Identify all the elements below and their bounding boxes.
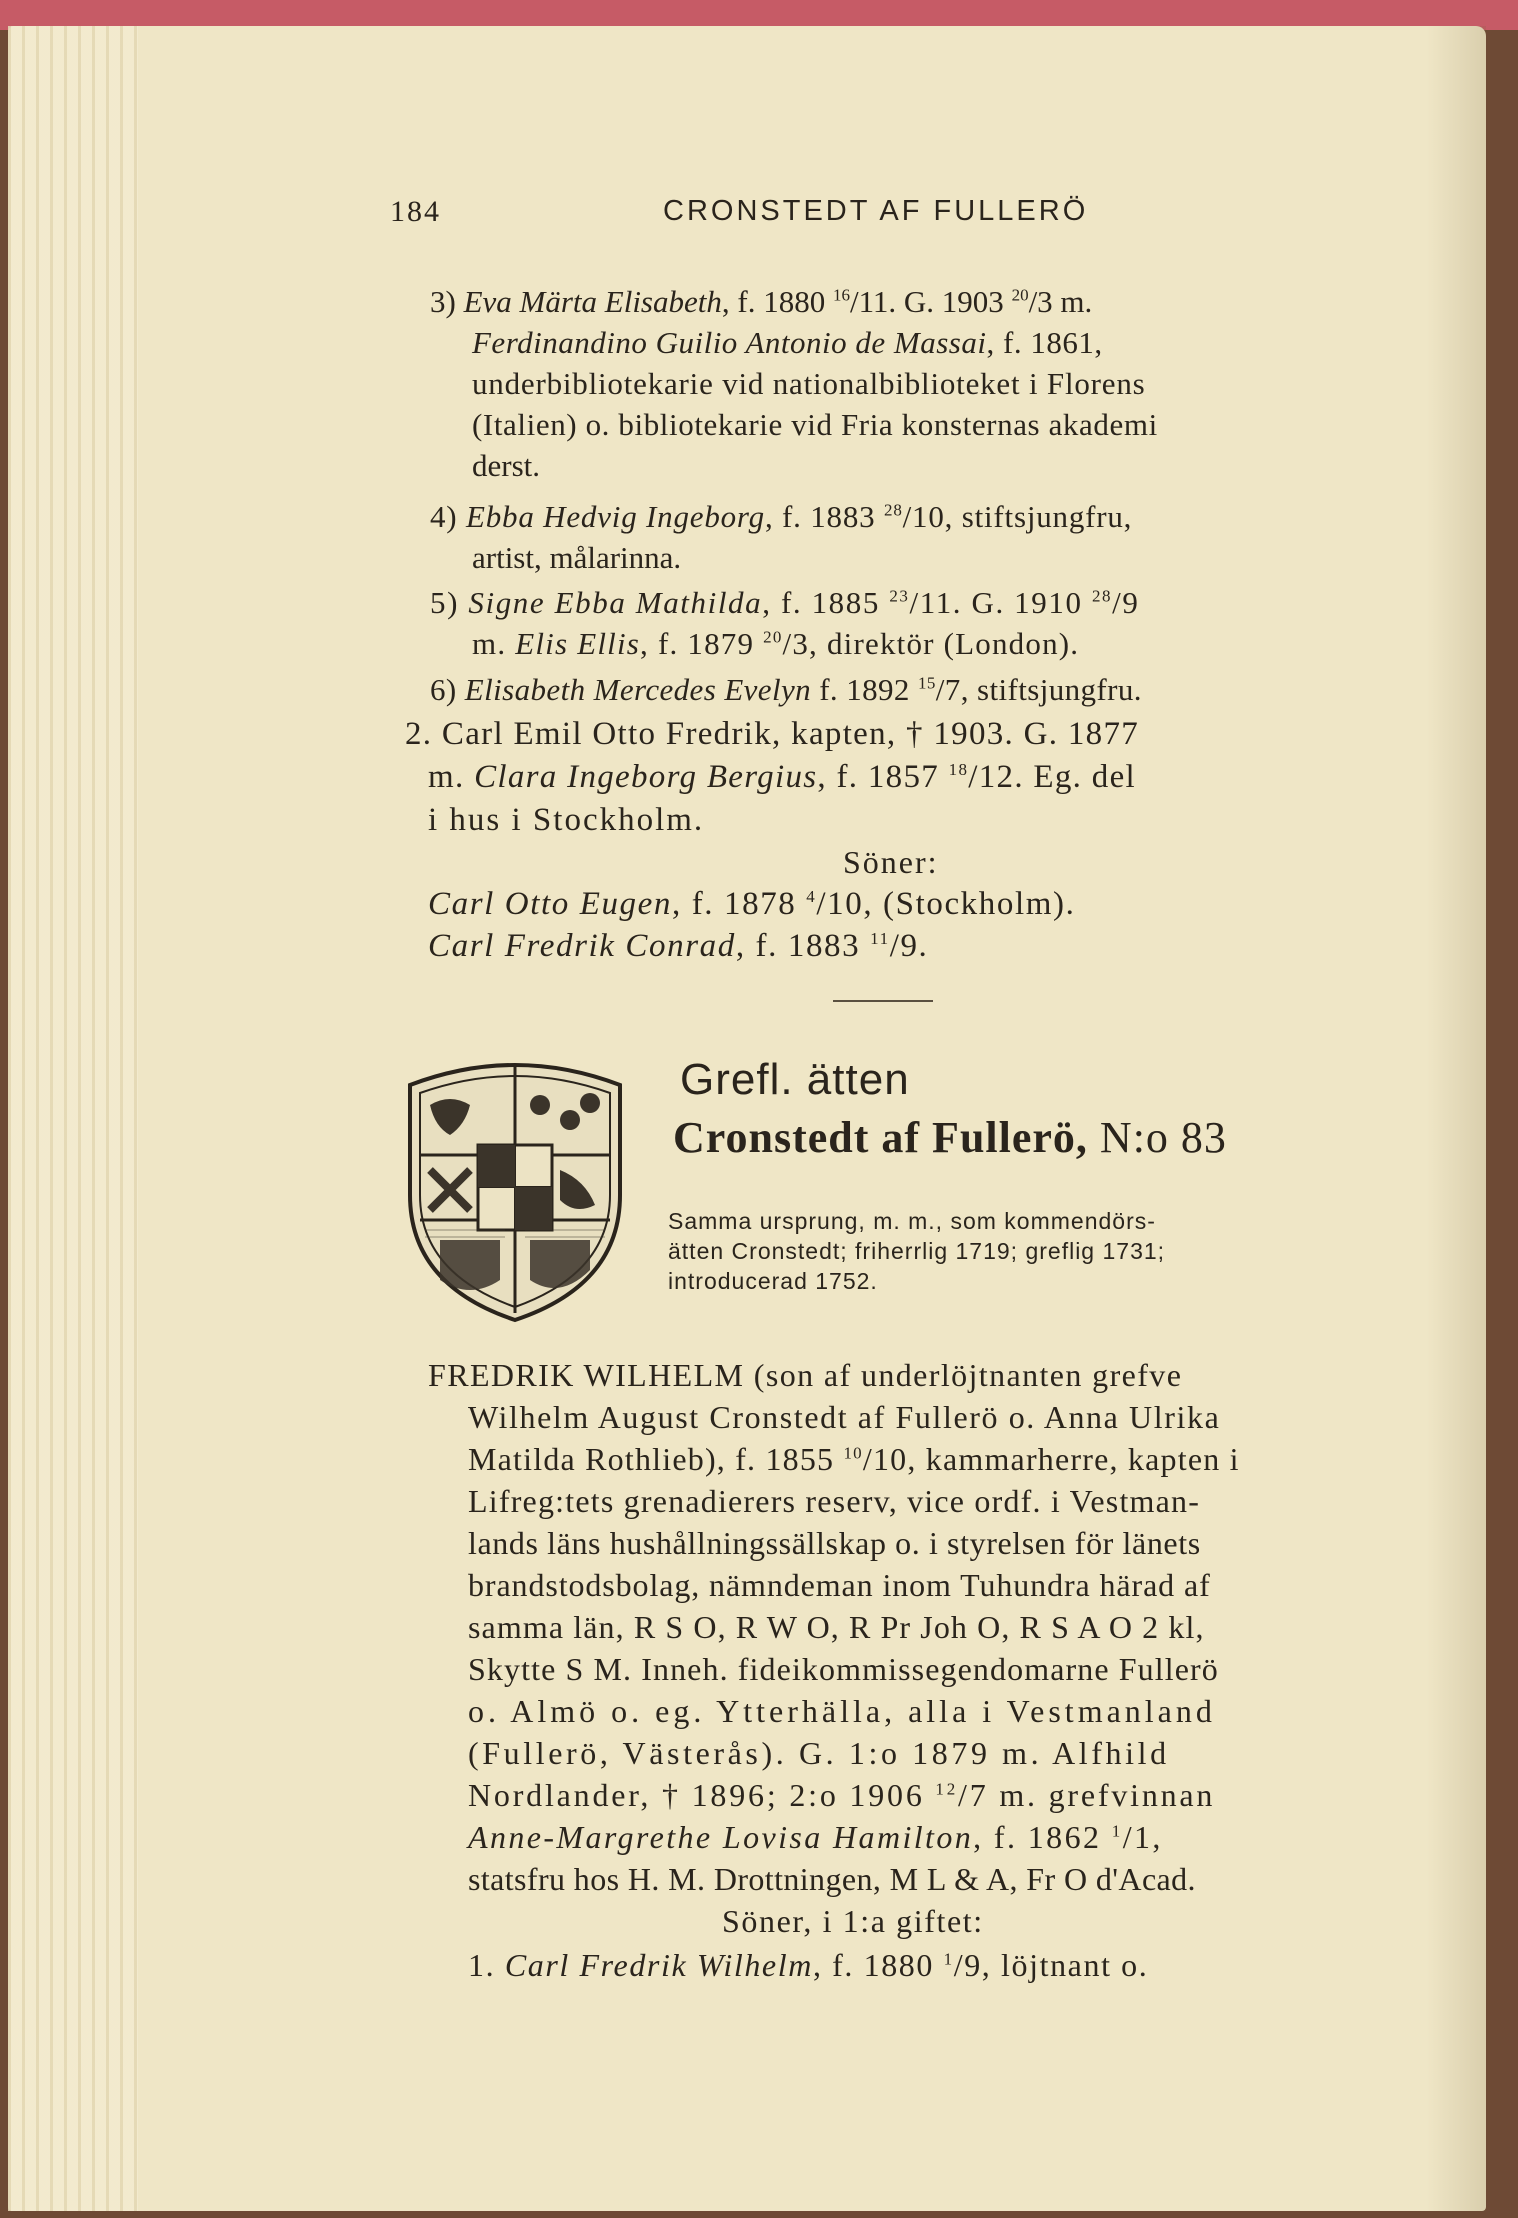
house-name-text: Cronstedt af Fullerö, [673,1113,1088,1162]
house-number: N:o 83 [1099,1113,1227,1162]
superscript-text: 10 [843,1443,863,1463]
text-segment: statsfru hos H. M. Drottningen, M L & A, Fr O d'Acad. [468,1861,1196,1897]
superscript-text: 15 [917,673,936,693]
coat-of-arms-icon [390,1045,640,1325]
text-line [468,1523,1201,1563]
text-segment: 5) [430,585,469,620]
text-segment: Skytte S M. Inneh. fideikommissegendomarne Fullerö [468,1651,1219,1687]
italic-name: Elis Ellis [515,626,641,661]
text-line [428,884,1075,924]
superscript-text: 12 [935,1779,959,1799]
superscript-text: 20 [1011,285,1029,305]
superscript-text: 1 [943,1949,954,1969]
text-segment: , f. 1861, [986,325,1103,360]
house-title: Grefl. ätten [680,1055,910,1104]
text-segment: /10, kammarherre, kapten i [862,1441,1240,1477]
text-segment: /9, löjtnant o. [953,1947,1149,1983]
text-segment: Söner, i 1:a giftet: [722,1903,984,1939]
house-origin-line: Samma ursprung, m. m., som kommendörs- [668,1208,1156,1234]
text-segment: lands läns hushållningssällskap o. i styrelsen för länets [468,1525,1201,1561]
text-segment: /7, stiftsjungfru. [935,672,1142,707]
text-segment: /11. G. 1903 [849,284,1012,319]
text-segment: /10, (Stockholm). [816,886,1076,922]
text-line [468,1607,1205,1647]
text-line [472,538,681,578]
text-line [468,1691,1216,1731]
section-divider [833,1000,933,1002]
text-segment: , f. 1883 [735,928,871,964]
house-name [673,1112,1227,1163]
text-segment: /11. G. 1910 [909,585,1092,620]
text-segment: , f. 1883 [764,499,885,534]
italic-name: Anne-Margrethe Lovisa Hamilton [468,1819,974,1855]
text-line [468,1481,1200,1521]
italic-name: Ferdinandino Guilio Antonio de Massai [472,325,987,360]
text-segment: samma län, R S O, R W O, R Pr Joh O, R S A O 2 kl, [468,1609,1205,1645]
text-segment: /12. Eg. del [968,759,1136,795]
text-segment: , f. 1857 [817,759,949,795]
text-segment: o. Almö o. eg. Ytterhälla, alla i Vestmanland [468,1693,1216,1729]
text-segment: /9. [889,928,929,964]
text-segment: Wilhelm August Cronstedt af Fullerö o. Anna Ulrika [468,1399,1221,1435]
page-header [390,195,1410,235]
text-segment: , f. 1885 [762,585,890,620]
text-segment: 2. Carl Emil Otto Fredrik, kapten, † 1903. G. 1877 [405,716,1140,752]
text-line [428,926,928,966]
running-title: CRONSTEDT AF FULLERÖ [663,195,1089,227]
text-segment: brandstodsbolag, nämndeman inom Tuhundra härad af [468,1567,1211,1603]
text-line [428,1355,1182,1395]
text-line [468,1397,1220,1437]
text-line [472,624,1079,664]
superscript-text: 4 [806,887,817,906]
italic-name: Signe Ebba Mathilda [468,585,763,620]
text-line [430,282,1092,322]
text-segment: derst. [472,448,541,483]
text-segment: /7 m. grefvinnan [958,1777,1216,1813]
text-segment: 3) [430,284,464,319]
text-line [468,1945,1148,1985]
text-segment: Söner: [843,844,939,880]
superscript-text: 20 [763,627,783,647]
italic-name: Carl Otto Eugen [428,886,672,922]
text-segment: m. [428,759,475,795]
text-segment: , f. 1880 [812,1947,944,1983]
text-segment: /10, stiftsjungfru, [902,499,1133,534]
superscript-text: 28 [1091,586,1113,606]
text-line [472,364,1146,404]
superscript-text: 18 [948,760,969,779]
text-segment: Matilda Rothlieb), f. 1855 [468,1441,844,1477]
italic-name: Carl Fredrik Conrad [428,928,736,964]
italic-name: Eva Märta Elisabeth [463,284,722,319]
text-line [722,1901,984,1941]
text-segment: m. [472,626,516,661]
house-origin-line: introducerad 1752. [668,1268,878,1294]
superscript-text: 23 [889,586,910,606]
text-segment: underbibliotekarie vid nationalbiblioteket i Florens [472,366,1146,401]
text-line [468,1859,1196,1899]
text-segment: , f. 1862 [973,1819,1112,1855]
text-segment: (Fullerö, Västerås). G. 1:o 1879 m. Alfhild [468,1735,1170,1771]
superscript-text: 28 [884,500,903,520]
text-line [430,670,1142,710]
text-line [468,1649,1219,1689]
text-segment: 6) [430,672,465,707]
text-segment: /1, [1122,1819,1163,1855]
text-line [472,323,1103,363]
text-segment: /3 m. [1028,284,1093,319]
text-segment: /3, direktör (London). [782,626,1080,661]
text-segment: 1. [468,1947,505,1983]
superscript-text: 1 [1111,1821,1123,1841]
superscript-text: 11 [870,929,890,948]
text-line [468,1817,1163,1857]
text-line [430,583,1139,623]
text-segment: i hus i Stockholm. [428,802,705,838]
text-line [468,1733,1170,1773]
text-line [472,405,1158,445]
text-line [428,800,704,840]
text-segment: Nordlander, † 1896; 2:o 1906 [468,1777,936,1813]
text-segment: Lifreg:tets grenadierers reserv, vice ordf. i Vestman- [468,1483,1201,1519]
text-segment: 4) [430,499,466,534]
italic-name: Carl Fredrik Wilhelm [504,1947,813,1983]
text-segment: f. 1892 [811,672,918,707]
page-number: 184 [390,195,441,228]
text-line [468,1565,1211,1605]
text-line [428,757,1136,797]
text-segment: /9 [1112,585,1140,620]
text-line [843,842,939,882]
text-line [468,1439,1240,1479]
house-origin-line: ätten Cronstedt; friherrlig 1719; greflig 1731; [668,1238,1166,1264]
italic-name: Clara Ingeborg Bergius [474,759,818,795]
text-line [472,446,540,486]
text-segment: , f. 1879 [640,626,764,661]
italic-name: Ebba Hedvig Ingeborg [465,499,765,534]
text-segment: FREDRIK WILHELM (son af underlöjtnanten grefve [428,1357,1183,1393]
text-line [468,1775,1215,1815]
text-segment: , f. 1878 [672,886,807,922]
superscript-text: 16 [832,285,850,305]
text-segment: , f. 1880 [721,284,833,319]
text-line [405,714,1139,754]
text-line [430,497,1132,537]
text-segment: artist, målarinna. [472,540,682,575]
text-segment: (Italien) o. bibliotekarie vid Fria konsternas akademi [472,407,1158,442]
italic-name: Elisabeth Mercedes Evelyn [464,672,812,707]
